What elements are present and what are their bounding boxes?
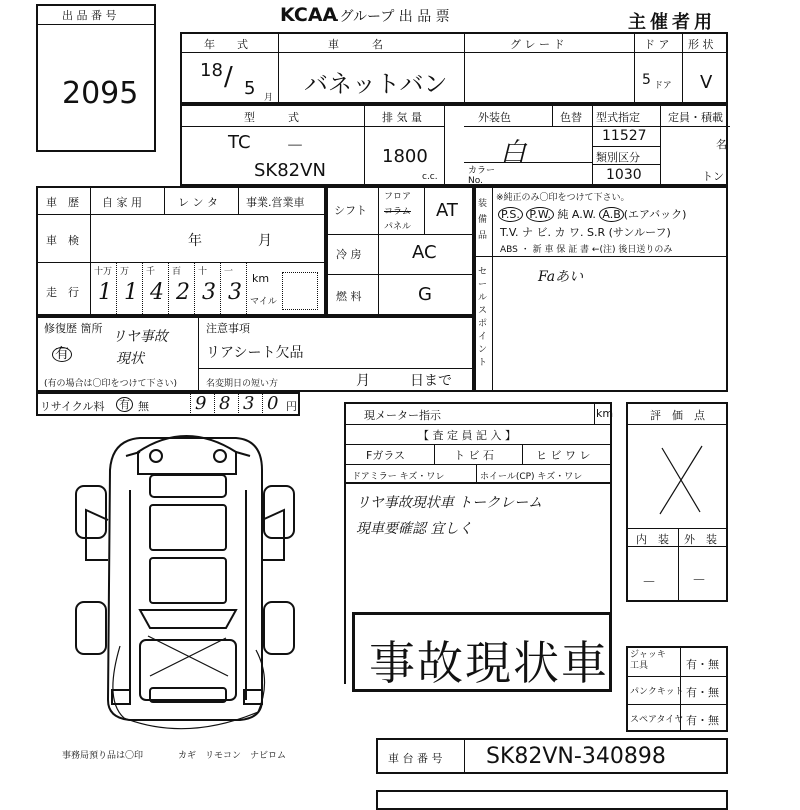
divider	[660, 106, 661, 184]
model-prefix: TC	[228, 132, 251, 153]
meter-km: km	[596, 407, 614, 420]
divider	[38, 214, 324, 215]
recycle-has-circle[interactable]: 有	[116, 397, 133, 412]
history-option-private[interactable]: 自 家 用	[102, 196, 142, 209]
equip-aw[interactable]: 純 A.W.	[557, 208, 596, 221]
shift-opt-floor[interactable]: フロア	[384, 192, 412, 202]
mileage-cell	[220, 262, 247, 318]
displacement-label: 排 気 量	[382, 111, 422, 124]
color-label: 外装色	[478, 111, 511, 124]
mileage-header: 一	[224, 267, 234, 277]
divider	[164, 188, 165, 214]
divider	[328, 234, 472, 235]
model-dash: －	[286, 136, 304, 157]
capacity-unit-tons: トン	[702, 170, 724, 183]
inspector-label: 【 査 定 員 記 入 】	[418, 429, 516, 442]
recycle-none[interactable]: 無	[138, 400, 149, 413]
equipment-label: 装 備 品	[478, 199, 488, 241]
divider	[198, 318, 199, 390]
recycle-cells	[184, 394, 284, 414]
notes-label: 注意事項	[206, 322, 250, 335]
divider	[476, 256, 726, 257]
divider	[434, 444, 435, 464]
divider	[346, 464, 610, 465]
mileage-header: 十	[198, 267, 208, 277]
divider	[552, 106, 553, 126]
displacement-value: 1800	[382, 146, 428, 167]
equipment-note: ※純正のみ〇印をつけて下さい。	[496, 193, 630, 203]
chassis-number: SK82VN-340898	[486, 744, 666, 769]
divider	[444, 106, 445, 184]
lot-number-box	[36, 4, 156, 152]
mileage-digit: 3	[202, 280, 216, 305]
fuel-value: G	[418, 284, 432, 305]
glass-label: Fガラス	[366, 449, 405, 462]
history-option-rental[interactable]: レ ン タ	[178, 196, 218, 209]
divider	[182, 126, 444, 127]
divider	[492, 188, 493, 390]
interior-value: －	[642, 575, 656, 591]
wheel-label: ホイール(CP) キズ・ワレ	[480, 472, 583, 482]
model-label: 型 式	[244, 111, 299, 124]
shift-value: AT	[436, 200, 458, 221]
month-unit: 月	[264, 93, 274, 103]
inspector-note-2: 現車要確認 宜しく	[356, 521, 473, 537]
meter-label: 現メーター指示	[364, 409, 441, 422]
puncture-label: パンクキット	[630, 687, 684, 697]
vehicle-row-1	[180, 32, 728, 104]
expiry-day: 日まで	[410, 373, 452, 389]
jack-label: ジャッキ 工具	[630, 650, 666, 671]
recycle-digit: 0	[262, 393, 289, 413]
equipment-block	[474, 186, 728, 392]
grade-label: グ レ ー ド	[510, 38, 565, 51]
mileage-label: 走 行	[46, 286, 79, 299]
divider	[364, 106, 365, 184]
equip-ps[interactable]: P.S.	[498, 207, 523, 222]
shift-label: シフト	[334, 204, 367, 217]
divider	[592, 146, 660, 147]
divider	[38, 24, 154, 25]
office-items: カギ リモコン ナビロム	[178, 751, 287, 761]
mileage-cells	[90, 262, 328, 318]
exterior-label: 外 装	[684, 533, 717, 546]
mileage-cell	[142, 262, 169, 318]
mileage-digit: 3	[228, 280, 242, 305]
model-value: SK82VN	[254, 160, 326, 181]
repair-label: 修復歴 箇所	[44, 322, 103, 335]
mileage-digit: 1	[124, 280, 138, 305]
class-value: 1030	[606, 167, 642, 183]
sales-point-label: セ ー ル ス ポ イ ン ト	[478, 267, 488, 368]
office-note: 事務局預り品は〇印	[62, 751, 144, 761]
repair-has-circle[interactable]: 有	[52, 347, 72, 362]
divider	[464, 34, 465, 102]
mileage-header: 千	[146, 267, 156, 277]
mileage-km-unit: km	[252, 272, 270, 285]
score-label: 評 価 点	[650, 409, 705, 422]
mileage-mile-unit: マイル	[250, 297, 277, 307]
divider	[378, 188, 379, 234]
inspector-note-1: リヤ事故現状車 トークレーム	[356, 495, 543, 511]
color-number-label: カラー No.	[468, 166, 496, 186]
divider	[464, 126, 592, 127]
sheet-title: .グループ 出 品 票	[335, 9, 450, 25]
fuel-label: 燃 料	[336, 290, 362, 303]
divider	[328, 274, 472, 275]
mileage-cell	[116, 262, 143, 318]
mileage-cell	[168, 262, 195, 318]
inspector-block	[344, 402, 612, 484]
score-cross-mark	[652, 442, 712, 522]
sales-point-text: Faあい	[538, 269, 584, 285]
spare-label: スペアタイヤ	[630, 715, 684, 725]
tools-block	[626, 646, 728, 732]
spec-label: 型式指定	[596, 111, 640, 124]
accident-stamp	[352, 612, 612, 692]
chassis-block	[376, 738, 728, 774]
repair-notes-block	[36, 316, 474, 392]
expiry-label: 名変期日の短い方	[206, 379, 279, 389]
organizer-copy: 主催者用	[628, 12, 716, 33]
divider	[182, 52, 726, 53]
divider	[592, 106, 593, 184]
divider	[628, 676, 726, 677]
interior-label: 内 装	[636, 533, 669, 546]
mileage-digit: 4	[150, 280, 164, 305]
ac-value: AC	[412, 242, 437, 263]
mileage-end-box	[282, 272, 318, 310]
divider	[346, 444, 610, 445]
shape-value: V	[700, 72, 713, 93]
equip-ab[interactable]: A.B	[599, 207, 623, 222]
shift-opt-column[interactable]: コラム	[384, 207, 411, 217]
accident-stamp-text: 事故現状車	[369, 636, 609, 690]
divider	[594, 404, 595, 424]
equip-pw[interactable]: P.W.	[526, 207, 554, 222]
divider	[424, 188, 425, 234]
divider	[464, 162, 592, 163]
inspection-label: 車 検	[46, 234, 79, 247]
history-option-business[interactable]: 事業.営業車	[246, 196, 305, 209]
jack-yes-no[interactable]: 有・無	[686, 658, 719, 671]
divider	[634, 34, 635, 102]
month-value: 5	[244, 78, 256, 99]
history-label: 車 歴	[46, 196, 79, 209]
recycle-digit: 3	[238, 393, 265, 413]
recycle-yen: 円	[286, 400, 297, 413]
inspector-left-border	[344, 484, 346, 684]
expiry-month: 月	[356, 373, 370, 389]
shape-label: 形 状	[688, 38, 714, 51]
mileage-digit: 2	[176, 280, 190, 305]
mirror-label: ドアミラー キズ・ワレ	[352, 472, 445, 482]
divider	[278, 34, 279, 102]
divider	[476, 464, 477, 484]
score-block	[626, 402, 728, 602]
vehicle-row-2	[180, 104, 728, 186]
repair-note-hand-1: リヤ事故	[112, 329, 168, 345]
shift-opt-panel[interactable]: パネル	[384, 222, 412, 232]
car-name: バネットバン	[304, 70, 448, 98]
equipment-line-3: ABS ・ 新 車 保 証 書 ←(注) 後日送りのみ	[500, 245, 673, 255]
repair-note: (有の場合は〇印をつけて下さい)	[44, 379, 178, 389]
divider	[628, 528, 726, 529]
lot-number-label: 出 品 番 号	[62, 9, 117, 22]
divider	[628, 424, 726, 425]
divider	[678, 528, 679, 600]
spare-yes-no[interactable]: 有・無	[686, 714, 719, 727]
divider	[464, 740, 465, 772]
divider	[522, 444, 523, 464]
mileage-cell	[90, 262, 117, 318]
car-name-label: 車 名	[328, 38, 383, 51]
equip-ab-note: (エアバック)	[623, 208, 687, 221]
spec-value: 11527	[602, 128, 647, 144]
ac-label: 冷 房	[336, 248, 362, 261]
capacity-label: 定員・積載	[668, 111, 723, 124]
recycle-digit: 8	[214, 393, 241, 413]
brand-logo: KCAA	[280, 4, 338, 26]
year-slash: /	[224, 62, 233, 92]
capacity-unit-persons: 名	[716, 138, 727, 151]
recycle-label: リサイクル料	[40, 400, 105, 413]
cc-unit: c.c.	[422, 172, 438, 182]
divider	[346, 424, 610, 425]
equipment-line-1	[498, 206, 686, 222]
mileage-header: 百	[172, 267, 182, 277]
doors-value: 5	[642, 72, 651, 88]
divider	[592, 126, 730, 127]
spec-block	[326, 186, 474, 316]
notes-text: リアシート欠品	[206, 345, 304, 361]
mileage-header: 十万	[94, 267, 113, 277]
mileage-digit: 1	[98, 280, 112, 305]
crack-label: ヒ ビ ワ レ	[536, 449, 591, 462]
year-label: 年 式	[204, 38, 248, 51]
lot-number: 2095	[62, 76, 139, 111]
history-block	[36, 186, 326, 316]
puncture-yes-no[interactable]: 有・無	[686, 686, 719, 699]
chip-label: ト ビ 石	[454, 449, 494, 462]
bottom-box	[376, 790, 728, 810]
doors-label: ド ア	[644, 38, 670, 51]
exterior-value: －	[692, 573, 706, 589]
mileage-header: 万	[120, 267, 130, 277]
recycle-has	[116, 397, 133, 412]
class-label: 類別区分	[596, 151, 640, 164]
doors-unit: ドア	[654, 81, 672, 91]
recycle-block	[36, 392, 300, 416]
divider	[238, 188, 239, 214]
repair-note-hand-2: 現状	[116, 351, 144, 367]
inspection-year-unit: 年	[188, 233, 202, 249]
inspection-month-unit: 月	[258, 233, 272, 249]
repair-has	[52, 346, 72, 362]
divider	[682, 34, 683, 102]
mileage-cell	[194, 262, 221, 318]
year-value: 18	[200, 60, 223, 81]
equipment-line-2: T.V. ナ ビ. カ ワ. S.R (サンルーフ)	[500, 226, 671, 239]
color-change-label: 色替	[560, 111, 582, 124]
chassis-label: 車 台 番 号	[388, 752, 443, 765]
recycle-digit: 9	[190, 393, 217, 413]
divider	[628, 704, 726, 705]
color-value: 白	[500, 138, 527, 168]
divider	[198, 368, 472, 369]
